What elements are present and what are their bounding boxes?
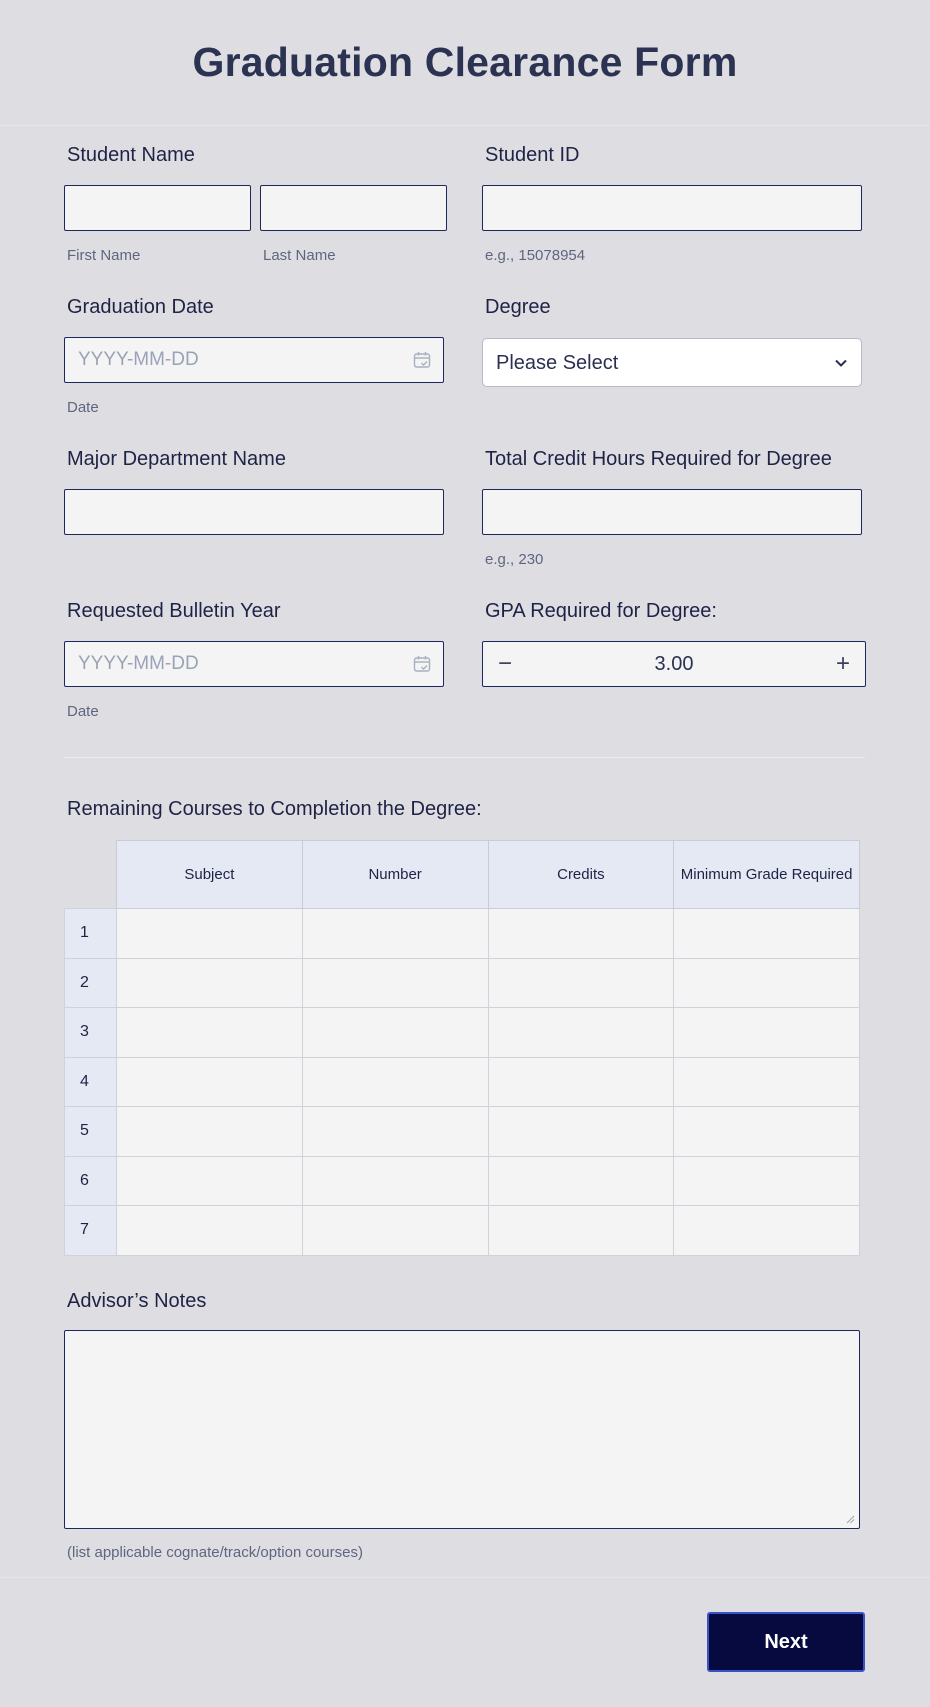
credits-cell[interactable] <box>488 958 674 1008</box>
row-number: 3 <box>65 1008 117 1058</box>
subject-cell[interactable] <box>117 909 303 959</box>
courses-label: Remaining Courses to Completion the Degree: <box>67 798 482 820</box>
advisor-notes-textarea[interactable] <box>64 1330 860 1529</box>
row-number: 1 <box>65 909 117 959</box>
calendar-icon[interactable] <box>413 351 431 369</box>
subject-cell[interactable] <box>117 958 303 1008</box>
column-header-credits: Credits <box>488 841 674 909</box>
minimum-grade-cell[interactable] <box>674 909 860 959</box>
first-name-sublabel: First Name <box>67 247 141 264</box>
table-row <box>65 1008 860 1058</box>
credits-cell[interactable] <box>488 1107 674 1157</box>
gpa-increment-button[interactable]: + <box>835 649 850 677</box>
row-number: 5 <box>65 1107 117 1157</box>
minimum-grade-cell[interactable] <box>674 1206 860 1256</box>
degree-select[interactable] <box>482 338 862 387</box>
row-number: 6 <box>65 1156 117 1206</box>
minimum-grade-cell[interactable] <box>674 1057 860 1107</box>
graduation-date-input[interactable] <box>64 337 444 383</box>
next-button[interactable]: Next <box>707 1612 865 1672</box>
table-corner <box>65 841 117 909</box>
student-id-label: Student ID <box>485 144 580 166</box>
bulletin-year-placeholder: YYYY-MM-DD <box>78 653 199 674</box>
minimum-grade-cell[interactable] <box>674 1156 860 1206</box>
number-cell[interactable] <box>302 909 488 959</box>
student-id-sublabel: e.g., 15078954 <box>485 247 586 264</box>
number-cell[interactable] <box>302 1107 488 1157</box>
gpa-decrement-button[interactable]: − <box>497 649 512 677</box>
first-name-input[interactable] <box>64 185 251 231</box>
degree-label: Degree <box>485 296 551 318</box>
column-header-subject: Subject <box>117 841 303 909</box>
number-cell[interactable] <box>302 1008 488 1058</box>
row-number: 7 <box>65 1206 117 1256</box>
total-credit-hours-input[interactable] <box>482 489 862 535</box>
credits-cell[interactable] <box>488 1206 674 1256</box>
column-header-number: Number <box>302 841 488 909</box>
minimum-grade-cell[interactable] <box>674 1107 860 1157</box>
chevron-down-icon <box>833 355 849 371</box>
number-cell[interactable] <box>302 1156 488 1206</box>
bulletin-year-sublabel: Date <box>67 703 99 720</box>
gpa-stepper[interactable] <box>482 641 866 687</box>
last-name-input[interactable] <box>260 185 447 231</box>
minimum-grade-cell[interactable] <box>674 958 860 1008</box>
credits-cell[interactable] <box>488 1156 674 1206</box>
credits-cell[interactable] <box>488 909 674 959</box>
graduation-date-label: Graduation Date <box>67 296 214 318</box>
credits-cell[interactable] <box>488 1008 674 1058</box>
calendar-icon[interactable] <box>413 655 431 673</box>
total-credit-hours-label: Total Credit Hours Required for Degree <box>485 448 832 470</box>
number-cell[interactable] <box>302 958 488 1008</box>
total-credit-hours-sublabel: e.g., 230 <box>485 551 544 568</box>
number-cell[interactable] <box>302 1057 488 1107</box>
table-row <box>65 1057 860 1107</box>
row-number: 2 <box>65 958 117 1008</box>
courses-header-row <box>65 841 860 909</box>
gpa-value[interactable]: 3.00 <box>654 653 694 675</box>
subject-cell[interactable] <box>117 1156 303 1206</box>
resize-handle-icon[interactable] <box>845 1514 855 1524</box>
table-row <box>65 1107 860 1157</box>
column-header-minimum-grade: Minimum Grade Required <box>674 841 860 909</box>
subject-cell[interactable] <box>117 1107 303 1157</box>
major-department-input[interactable] <box>64 489 444 535</box>
row-number: 4 <box>65 1057 117 1107</box>
credits-cell[interactable] <box>488 1057 674 1107</box>
major-department-label: Major Department Name <box>67 448 286 470</box>
advisor-notes-label: Advisor’s Notes <box>67 1290 207 1312</box>
graduation-date-placeholder: YYYY-MM-DD <box>78 349 199 370</box>
degree-selected-value: Please Select <box>496 352 619 374</box>
bulletin-year-input[interactable] <box>64 641 444 687</box>
graduation-date-sublabel: Date <box>67 399 99 416</box>
page-title: Graduation Clearance Form <box>192 39 738 85</box>
table-row <box>65 1156 860 1206</box>
number-cell[interactable] <box>302 1206 488 1256</box>
subject-cell[interactable] <box>117 1057 303 1107</box>
courses-table <box>64 840 860 1256</box>
minimum-grade-cell[interactable] <box>674 1008 860 1058</box>
table-row <box>65 958 860 1008</box>
table-row <box>65 1206 860 1256</box>
subject-cell[interactable] <box>117 1206 303 1256</box>
gpa-label: GPA Required for Degree: <box>485 600 717 622</box>
section-divider <box>64 757 865 758</box>
form-header <box>0 0 930 126</box>
subject-cell[interactable] <box>117 1008 303 1058</box>
bulletin-year-label: Requested Bulletin Year <box>67 600 281 622</box>
student-id-input[interactable] <box>482 185 862 231</box>
last-name-sublabel: Last Name <box>263 247 336 264</box>
student-name-label: Student Name <box>67 144 195 166</box>
table-row <box>65 909 860 959</box>
advisor-notes-sublabel: (list applicable cognate/track/option courses) <box>67 1544 363 1561</box>
